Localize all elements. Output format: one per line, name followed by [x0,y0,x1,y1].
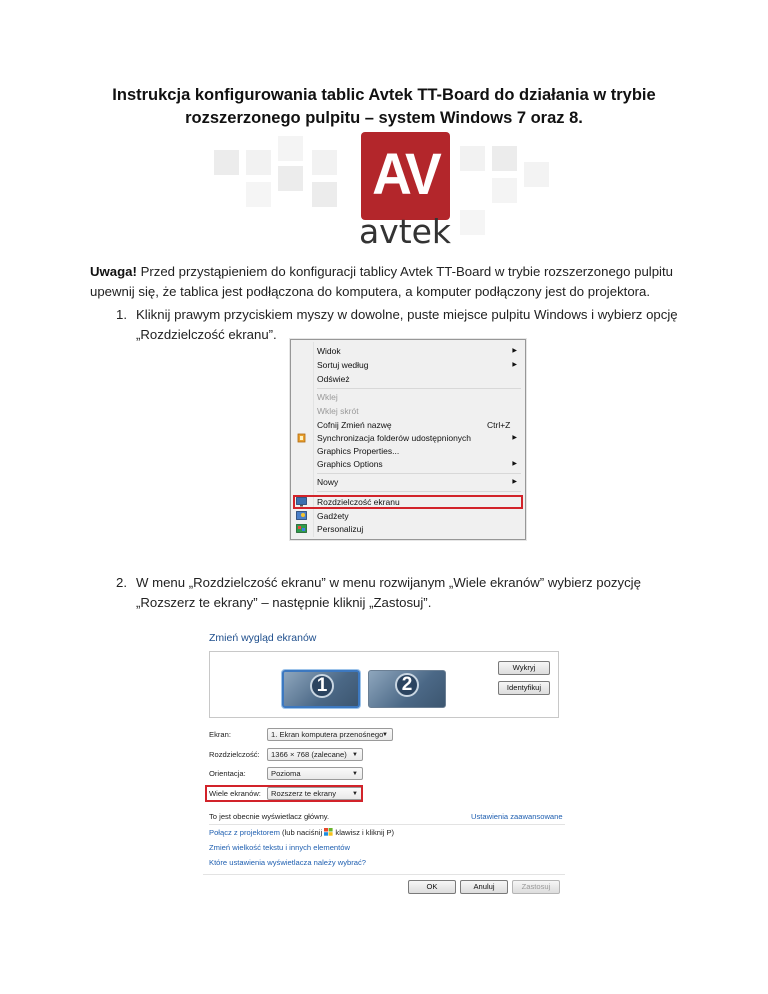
chevron-down-icon: ▼ [382,732,388,738]
display-settings-title: Zmień wygląd ekranów [209,632,317,644]
step-2-number: 2. [116,575,127,590]
screen-label: Ekran: [209,730,231,739]
title-line-2: rozszerzonego pulpitu – system Windows 7 oraz 8. [185,109,583,127]
menu-separator [317,491,521,492]
menu-item-widok[interactable] [291,345,525,358]
submenu-arrow-icon: ▶ [512,435,517,441]
warning-note [90,262,690,302]
menu-item-label: Synchronizacja folderów udostępnionych [317,433,472,443]
divider [203,874,565,875]
identify-button[interactable]: Identyfikuj [498,681,550,695]
multiple-displays-select-value: Rozszerz te ekrany [271,789,336,798]
menu-item-cofnij[interactable] [291,419,525,432]
submenu-arrow-icon: ▶ [512,362,517,368]
monitor-1-number: 1 [310,674,334,698]
projector-hint-end: klawisz i kliknij P) [335,828,395,837]
menu-item-synchronizacja[interactable] [291,432,525,445]
menu-item-label: Wklej [317,392,338,402]
menu-item-graphics-properties[interactable] [291,445,525,458]
avtek-logo-mark [361,132,450,220]
chevron-down-icon: ▼ [352,771,358,777]
monitor-preview-area [209,651,559,718]
menu-item-label: Graphics Properties... [317,446,400,456]
orientation-label: Orientacja: [209,769,246,778]
menu-item-label: Cofnij Zmień nazwę [317,420,392,430]
resolution-select-value: 1366 × 768 (zalecane) [271,750,347,759]
resolution-select[interactable] [267,748,363,761]
connect-projector-link[interactable]: Połącz z projektorem [209,828,280,837]
note-line-2: upewnij się, że tablica jest podłączona do komputera, a komputer podłączony jest do projektora. [90,284,651,299]
chevron-down-icon: ▼ [352,791,358,797]
projector-row [209,828,394,838]
menu-separator [317,473,521,474]
sync-icon [296,433,307,443]
orientation-select[interactable] [267,767,363,780]
divider [209,824,565,825]
menu-item-graphics-options[interactable] [291,458,525,471]
resolution-row [209,748,409,762]
note-bold: Uwaga! [90,264,137,279]
menu-item-label: Rozdzielczość ekranu [317,497,400,507]
submenu-arrow-icon: ▶ [512,461,517,467]
menu-item-gadzety[interactable] [291,510,525,523]
step-1-line-2: „Rozdzielczość ekranu”. [136,327,277,342]
note-line-1: Przed przystąpieniem do konfiguracji tablicy Avtek TT-Board w trybie rozszerzonego pulpitu [136,264,673,279]
menu-separator [317,388,521,389]
cancel-button[interactable]: Anuluj [460,880,508,894]
menu-item-label: Graphics Options [317,459,383,469]
personalize-icon [296,524,307,534]
monitor-2-number: 2 [395,673,419,697]
which-settings-link[interactable]: Które ustawienia wyświetlacza należy wybrać? [209,858,367,867]
screen-row [209,728,409,742]
step-1-line-1: Kliknij prawym przyciskiem myszy w dowolne, puste miejsce pulpitu Windows i wybierz opcję [136,307,678,322]
menu-item-sortuj[interactable] [291,359,525,372]
gadgets-icon [296,511,307,521]
document-title [60,84,708,130]
main-display-text: To jest obecnie wyświetlacz główny. [209,812,330,821]
detect-button[interactable]: Wykryj [498,661,550,675]
menu-item-wklej [291,391,525,404]
multiple-displays-label: Wiele ekranów: [209,789,261,798]
apply-button[interactable]: Zastosuj [512,880,560,894]
menu-item-label: Personalizuj [317,524,364,534]
screen-select[interactable] [267,728,393,741]
submenu-arrow-icon: ▶ [512,479,517,485]
menu-item-personalizuj[interactable] [291,523,525,536]
monitor-2[interactable] [368,670,446,708]
monitor-1[interactable] [282,670,360,708]
menu-item-label: Sortuj według [317,360,369,370]
advanced-settings-link[interactable]: Ustawienia zaawansowane [471,812,563,821]
menu-item-shortcut: Ctrl+Z [487,420,511,430]
menu-item-label: Nowy [317,477,339,487]
highlight-box [293,495,523,509]
display-settings-screenshot [203,630,565,892]
step-2-line-2: „Rozszerz te ekrany” – następnie kliknij „Zastosuj”. [136,595,432,610]
avtek-logo-text: avtek [358,212,452,251]
menu-item-label: Widok [317,346,341,356]
screen-select-value: 1. Ekran komputera przenośnego [271,730,384,739]
logo-mark-text: AV [372,142,439,207]
ok-button[interactable]: OK [408,880,456,894]
chevron-down-icon: ▼ [352,752,358,758]
text-size-link[interactable]: Zmień wielkość tekstu i innych elementów [209,843,350,852]
orientation-row [209,767,409,781]
orientation-select-value: Pozioma [271,769,301,778]
step-2-line-1: W menu „Rozdzielczość ekranu” w menu rozwijanym „Wiele ekranów” wybierz pozycję [136,575,641,590]
menu-item-nowy[interactable] [291,476,525,489]
context-menu-screenshot [290,339,526,540]
submenu-arrow-icon: ▶ [512,348,517,354]
menu-item-wklej-skrot [291,405,525,418]
menu-item-label: Odśwież [317,374,350,384]
menu-item-label: Gadżety [317,511,349,521]
resolution-label: Rozdzielczość: [209,750,260,759]
step-1-number: 1. [116,307,127,322]
highlight-box [205,785,363,802]
projector-hint-start: (lub naciśnij [282,828,323,837]
menu-item-odswiez[interactable] [291,373,525,386]
windows-key-icon [324,828,333,838]
title-line-1: Instrukcja konfigurowania tablic Avtek TT-Board do działania w trybie [112,86,656,104]
menu-item-label: Wklej skrót [317,406,359,416]
